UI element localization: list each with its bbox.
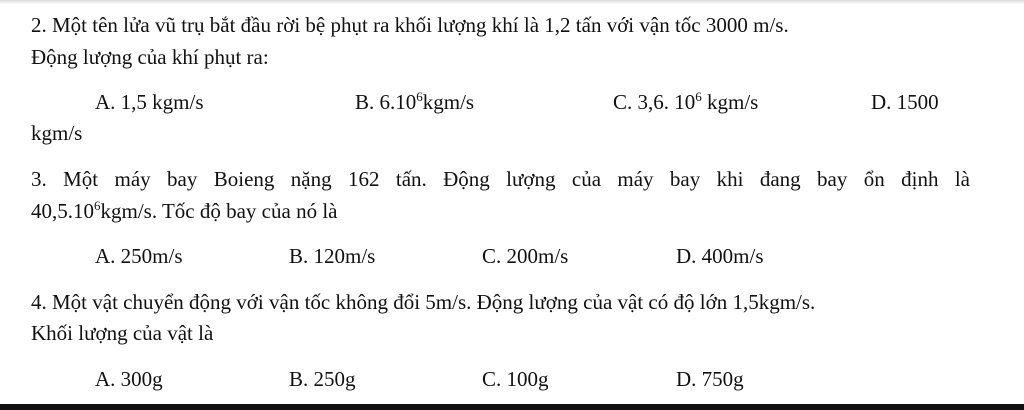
q2-text-line1: 2. Một tên lửa vũ trụ bắt đầu rời bệ phụt ra khối lượng khí là 1,2 tấn với vận tốc 3000 m/s.: [31, 13, 789, 37]
q4-option-d: D. 750g: [676, 367, 744, 391]
q4-text-line2: Khối lượng của vật là: [31, 321, 214, 345]
q3-text-line2: [31, 198, 337, 224]
q2-option-d-continued: kgm/s: [31, 121, 83, 145]
q2-option-d: D. 1500: [871, 90, 939, 114]
q2-option-b-base: B. 6.10: [355, 90, 417, 114]
q4-option-a: A. 300g: [95, 367, 163, 391]
q3-option-c: C. 200m/s: [482, 244, 569, 268]
q2-text-line2: Động lượng của khí phụt ra:: [31, 45, 269, 69]
q4-text-line1: 4. Một vật chuyển động với vận tốc không đổi 5m/s. Động lượng của vật có độ lớn 1,5kgm/s.: [31, 290, 816, 314]
q2-option-c-unit: kgm/s: [701, 90, 759, 114]
q2-option-c-base: C. 3,6. 10: [613, 90, 696, 114]
q2-option-b: [355, 89, 474, 115]
bottom-edge-bar: [0, 404, 1024, 410]
q4-option-b: B. 250g: [289, 367, 356, 391]
q3-option-b: B. 120m/s: [289, 244, 376, 268]
q3-text-line1: 3. Một máy bay Boieng nặng 162 tấn. Động lượng của máy bay khi đang bay ổn định là: [31, 167, 970, 191]
q2-option-b-unit: kgm/s: [422, 90, 475, 114]
q2-option-c: [613, 89, 758, 115]
top-edge-shadow: [0, 0, 1024, 4]
q4-option-c: C. 100g: [482, 367, 549, 391]
q3-momentum-exponent: 6: [94, 198, 101, 213]
q3-momentum-base: 40,5.10: [31, 199, 94, 223]
q3-option-a: A. 250m/s: [95, 244, 183, 268]
q2-option-a: A. 1,5 kgm/s: [95, 90, 204, 114]
q2-option-c-exponent: 6: [695, 89, 702, 104]
q2-option-b-exponent: 6: [416, 89, 423, 104]
q3-text-line2-rest: kgm/s. Tốc độ bay của nó là: [100, 199, 338, 223]
q3-option-d: D. 400m/s: [676, 244, 764, 268]
